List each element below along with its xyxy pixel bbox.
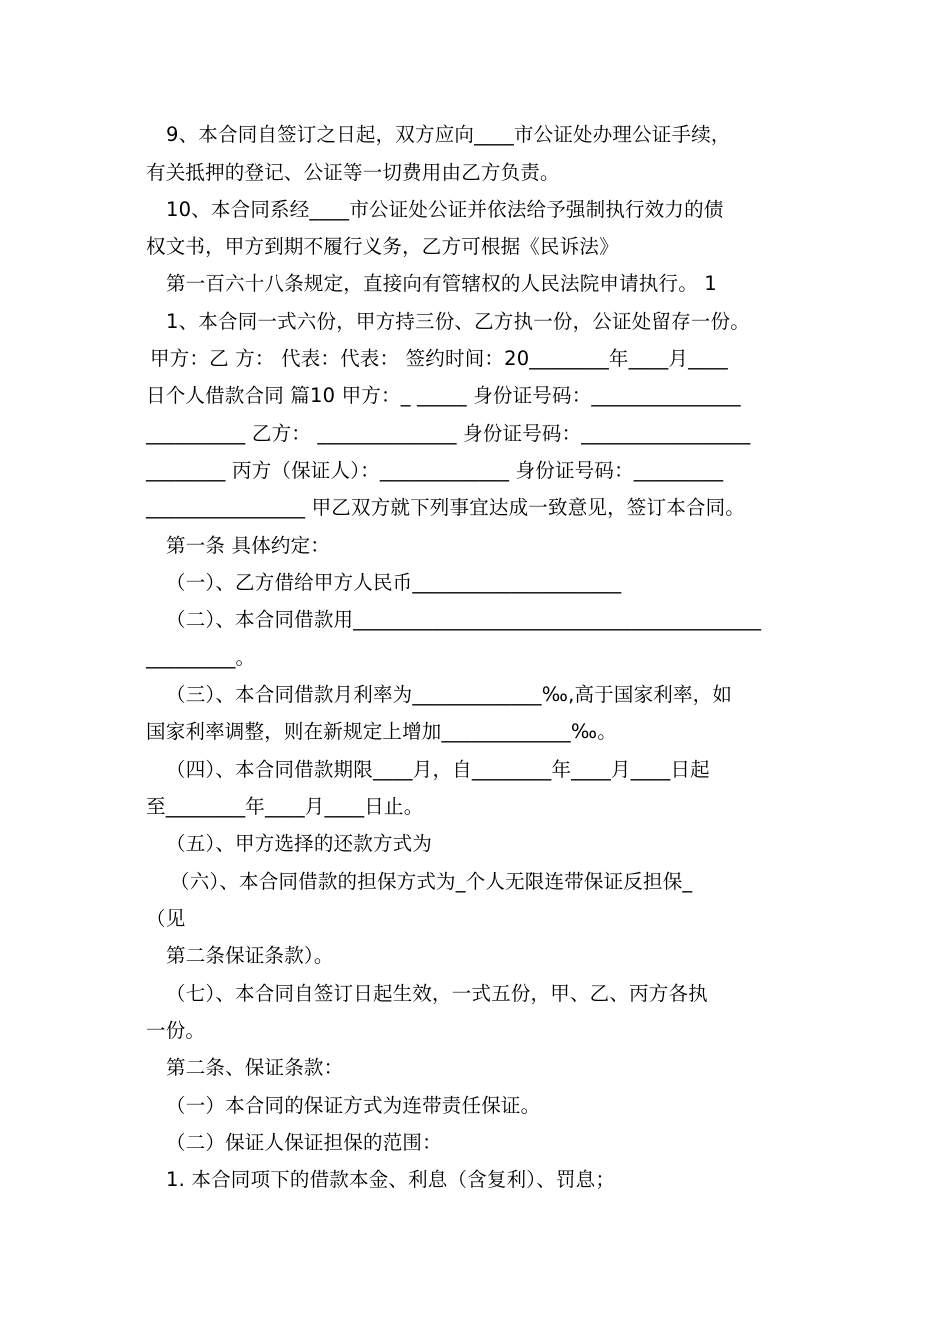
paragraph-line: 权文书，甲方到期不履行义务，乙方可根据《民诉法》: [146, 235, 619, 258]
paragraph-line: 1、本合同一式六份，甲方持三份、乙方执一份，公证处留存一份。: [166, 310, 750, 333]
paragraph-line: （五）、甲方选择的还款方式为: [166, 832, 433, 855]
paragraph-line: 甲方：乙 方： 代表：代表： 签约时间：20________年____月____: [150, 347, 728, 370]
section-heading: 第二条、保证条款：: [166, 1056, 344, 1079]
paragraph-line: 一份。: [146, 1019, 206, 1042]
paragraph-line: 日个人借款合同 篇10 甲方：_ _____ 身份证号码：_______________: [146, 384, 741, 407]
paragraph-line: 10、本合同系经____市公证处公证并依法给予强制执行效力的债: [166, 198, 724, 221]
paragraph-line: 9、本合同自签订之日起，双方应向____市公证处办理公证手续，: [166, 123, 731, 146]
paragraph-line: （六）、本合同借款的担保方式为_个人无限连带保证反担保_: [170, 870, 693, 893]
paragraph-line: （七）、本合同自签订日起生效，一式五份，甲、乙、丙方各执: [166, 982, 708, 1005]
paragraph-line: _________。: [146, 646, 256, 669]
paragraph-line: （一）、乙方借给甲方人民币_____________________: [166, 571, 622, 594]
paragraph-line: 第一百六十八条规定，直接向有管辖权的人民法院申请执行。 1: [166, 272, 717, 295]
paragraph-line: （一）本合同的保证方式为连带责任保证。: [166, 1094, 541, 1117]
paragraph-line: ________________ 甲乙双方就下列事宜达成一致意见，签订本合同。: [146, 496, 745, 519]
paragraph-line: （四）、本合同借款期限____月，自________年____月____日起: [166, 758, 710, 781]
paragraph-line: 国家利率调整，则在新规定上增加_____________‰。: [146, 720, 617, 743]
paragraph-line: （见: [146, 907, 186, 930]
paragraph-line: （二）、本合同借款用_________________________________________: [166, 608, 762, 631]
paragraph-line: （三）、本合同借款月利率为_____________‰,高于国家利率，如: [166, 683, 733, 706]
paragraph-line: 有关抵押的登记、公证等一切费用由乙方负责。: [146, 161, 560, 184]
paragraph-line: 第二条保证条款）。: [166, 944, 334, 967]
paragraph-line: 1. 本合同项下的借款本金、利息（含复利）、罚息；: [166, 1168, 616, 1191]
paragraph-line: __________ 乙方： ______________ 身份证号码：_________________: [146, 422, 751, 445]
section-heading: 第一条 具体约定：: [166, 534, 330, 557]
paragraph-line: （二）保证人保证担保的范围：: [166, 1131, 442, 1154]
paragraph-line: ________ 丙方（保证人）：_____________ 身份证号码：_________: [146, 459, 724, 482]
paragraph-line: 至________年____月____日止。: [146, 795, 424, 818]
